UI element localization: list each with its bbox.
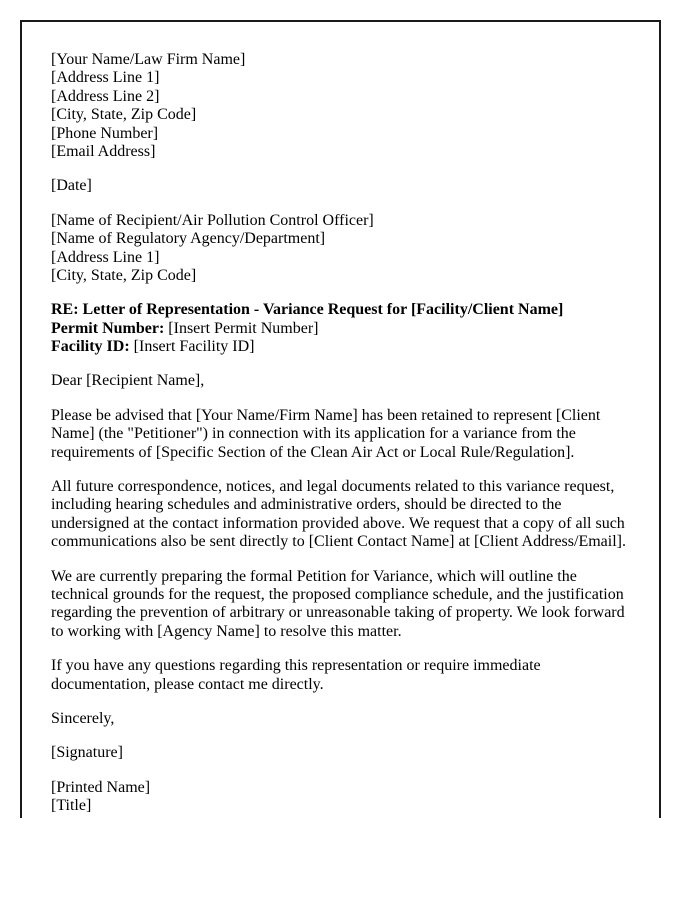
permit-number-label: Permit Number:: [51, 319, 165, 337]
sender-phone: [Phone Number]: [51, 124, 159, 142]
sender-city-state-zip: [City, State, Zip Code]: [51, 106, 197, 124]
title-line: [Title]: [51, 797, 92, 815]
body-paragraph-questions: If you have any questions regarding this representation or require immediate documentation, please contact me directly.: [51, 657, 541, 693]
subject-re-line: RE: Letter of Representation - Variance Request for [Facility/Client Name]: [51, 301, 564, 319]
recipient-city-state-zip: [City, State, Zip Code]: [51, 266, 197, 284]
printed-name-line: [Printed Name]: [51, 778, 151, 796]
salutation: Dear [Recipient Name],: [51, 372, 205, 390]
sender-name-line: [Your Name/Law Firm Name]: [51, 51, 246, 68]
sender-address-line-1: [Address Line 1]: [51, 69, 160, 87]
recipient-address-block: [51, 212, 630, 286]
recipient-name-line: [Name of Recipient/Air Pollution Control Officer]: [51, 211, 374, 229]
subject-block: [51, 301, 630, 356]
signature-placeholder: [Signature]: [51, 744, 123, 762]
body-paragraph-correspondence: All future correspondence, notices, and legal documents related to this variance request, including hearing schedules and administrative orders, should be directed to the undersigned at the contact information provided above. We request that a copy of all such communications also be sent directly to [Client Contact Name] at [Client Address/Email].: [51, 478, 626, 551]
sender-email: [Email Address]: [51, 142, 156, 160]
printed-name-block: [51, 779, 630, 816]
closing-line: Sincerely,: [51, 709, 115, 727]
body-paragraph-retained: Please be advised that [Your Name/Firm Name] has been retained to represent [Client Name] (the "Petitioner") in connection with its application for a variance from the requirements of [Specific Section of the Clean Air Act or Local Rule/Regulation].: [51, 406, 601, 461]
permit-number-value: [Insert Permit Number]: [164, 319, 319, 337]
sender-address-line-2: [Address Line 2]: [51, 87, 160, 105]
date-line: [Date]: [51, 177, 92, 195]
letter-document: [20, 20, 661, 818]
recipient-address-line-1: [Address Line 1]: [51, 248, 160, 266]
body-paragraph-petition: We are currently preparing the formal Petition for Variance, which will outline the technical grounds for the request, the proposed compliance schedule, and the justification regarding the prevention of arbitrary or unreasonable taking of property. We look forward to working with [Agency Name] to resolve this matter.: [51, 567, 625, 640]
sender-address-block: [51, 51, 630, 161]
facility-id-value: [Insert Facility ID]: [129, 338, 255, 356]
recipient-agency-line: [Name of Regulatory Agency/Department]: [51, 230, 326, 248]
facility-id-label: Facility ID:: [51, 338, 130, 356]
